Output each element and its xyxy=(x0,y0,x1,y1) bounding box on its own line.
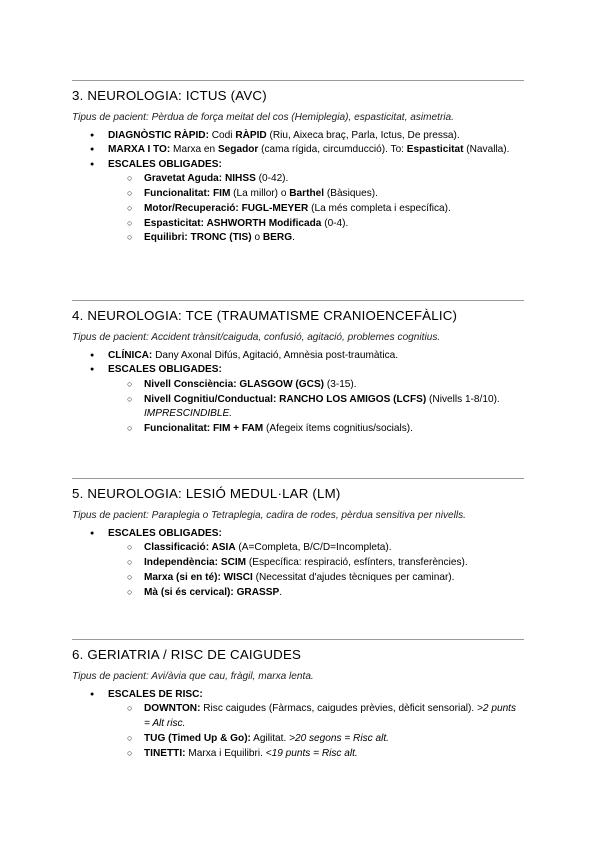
section-divider xyxy=(72,300,524,301)
section-divider xyxy=(72,639,524,640)
sub-list-item xyxy=(108,732,524,747)
patient-type: Tipus de pacient: Avi/àvia que cau, fràgil, marxa lenta. xyxy=(72,671,314,682)
text-run: Espasticitat: ASHWORTH Modificada xyxy=(144,217,322,229)
text-run: Funcionalitat: FIM xyxy=(144,188,231,200)
sub-list xyxy=(108,702,524,761)
text-run: Funcionalitat: FIM + FAM xyxy=(144,423,264,435)
text-run: Marxa i Equilibri. xyxy=(185,747,266,759)
text-run: <19 punts = Risc alt. xyxy=(265,747,358,759)
text-run: (A=Completa, B/C/D=Incompleta). xyxy=(235,542,392,554)
section-title: 3. NEUROLOGIA: ICTUS (AVC) xyxy=(72,88,267,103)
section-title: 5. NEUROLOGIA: LESIÓ MEDUL·LAR (LM) xyxy=(72,486,341,501)
section-title: 4. NEUROLOGIA: TCE (TRAUMATISME CRANIOENCEFÀLIC) xyxy=(72,308,458,323)
sub-list-item xyxy=(108,202,524,217)
section-divider xyxy=(72,80,524,81)
text-run: Nivell Consciència: GLASGOW (GCS) xyxy=(144,378,325,390)
text-run: ESCALES OBLIGADES: xyxy=(108,158,222,170)
section-title: 6. GERIATRIA / RISC DE CAIGUDES xyxy=(72,647,302,662)
text-run: . xyxy=(292,232,295,244)
item-list xyxy=(72,129,524,246)
text-run: Motor/Recuperació: FUGL-MEYER xyxy=(144,202,309,214)
text-run: Dany Axonal Difús, Agitació, Amnèsia post-traumàtica. xyxy=(152,350,399,361)
text-run: RÀPID xyxy=(235,130,267,141)
sub-list-item xyxy=(108,556,524,571)
text-run: TUG (Timed Up & Go): xyxy=(144,733,251,744)
text-run: ESCALES OBLIGADES: xyxy=(108,364,222,376)
text-run: MARXA I TO: xyxy=(108,144,171,156)
sub-list-item xyxy=(108,422,524,437)
text-run: BERG xyxy=(262,232,293,244)
text-run: . xyxy=(279,586,283,598)
text-run: o xyxy=(251,232,263,244)
text-run: Segador xyxy=(217,144,259,156)
sub-list-item xyxy=(108,702,524,732)
section-geriatria xyxy=(72,639,524,762)
list-item xyxy=(72,158,524,246)
sub-list-item xyxy=(108,172,524,187)
text-run: Codi xyxy=(208,130,236,141)
text-run: Classificació: ASIA xyxy=(144,542,236,554)
text-run: (Nivells 1-8/10). xyxy=(426,393,500,405)
text-run: ESCALES DE RISC: xyxy=(108,689,203,700)
text-run: DOWNTON: xyxy=(144,703,201,715)
text-run: (Bàsiques). xyxy=(324,188,378,200)
patient-type: Tipus de pacient: Accident trànsit/caiguda, confusió, agitació, problemes cognitius. xyxy=(72,332,441,343)
patient-type: Tipus de pacient: Pèrdua de força meitat del cos (Hemiplegia), espasticitat, asimetria. xyxy=(72,112,454,123)
section-lesio-medullar xyxy=(72,478,524,601)
list-item xyxy=(72,349,524,363)
sub-list-item xyxy=(108,217,524,232)
sub-list-item xyxy=(108,586,524,601)
text-run: (0-42). xyxy=(255,173,289,185)
sub-list xyxy=(108,172,524,246)
item-list xyxy=(72,527,524,601)
text-run: >2 punts = Alt risc. xyxy=(144,703,517,730)
list-item xyxy=(72,527,524,601)
text-run: (Necessitat d'ajudes tècniques per caminar). xyxy=(252,572,455,583)
text-run: Gravetat Aguda: NIHSS xyxy=(144,173,256,185)
text-run: TINETTI: xyxy=(144,747,186,759)
text-run: Nivell Cognitiu/Conductual: RANCHO LOS AMIGOS (LCFS) xyxy=(144,393,427,405)
text-run: Marxa (si en té): WISCI xyxy=(144,572,253,583)
section-ictus xyxy=(72,80,524,246)
sub-list-item xyxy=(108,541,524,556)
text-run: (cama rígida, circumducció). To: xyxy=(258,144,407,156)
text-run: (La més completa i específica). xyxy=(308,202,451,214)
text-run: Marxa en xyxy=(170,144,218,156)
text-run: Independència: SCIM xyxy=(144,557,247,569)
text-run: (3-15). xyxy=(324,378,357,390)
text-run: (Afegeix ítems cognitius/socials). xyxy=(263,423,413,435)
text-run: Espasticitat xyxy=(406,144,464,156)
text-run: (La millor) o xyxy=(230,188,290,200)
section-divider xyxy=(72,478,524,479)
section-tce xyxy=(72,300,524,437)
text-run: CLÍNICA: xyxy=(108,350,153,361)
text-run: Risc caigudes (Fàrmacs, caigudes prèvies, dèficit sensorial). xyxy=(200,703,478,715)
text-run: (0-4). xyxy=(321,217,349,229)
sub-list-item xyxy=(108,393,524,423)
text-run: Barthel xyxy=(289,188,325,200)
list-item xyxy=(72,143,524,157)
text-run: (Específica: respiració, esfínters, transferències). xyxy=(246,557,468,569)
text-run: Agilitat. xyxy=(250,733,290,744)
sub-list-item xyxy=(108,231,524,246)
text-run: (Riu, Aixeca braç, Parla, Ictus, De pressa). xyxy=(266,130,460,141)
text-run: (Navalla). xyxy=(463,144,510,156)
text-run: Equilibri: TRONC (TIS) xyxy=(144,232,252,244)
text-run: IMPRESCINDIBLE. xyxy=(144,408,233,420)
text-run: Mà (si és cervical): GRASSP xyxy=(144,586,280,598)
text-run: >20 segons = Risc alt. xyxy=(289,733,389,744)
sub-list xyxy=(108,378,524,437)
list-item xyxy=(72,688,524,762)
sub-list-item xyxy=(108,747,524,762)
sub-list-item xyxy=(108,187,524,202)
sub-list-item xyxy=(108,378,524,393)
text-run: ESCALES OBLIGADES: xyxy=(108,528,222,539)
item-list xyxy=(72,349,524,437)
patient-type: Tipus de pacient: Paraplegia o Tetraplegia, cadira de rodes, pèrdua sensitiva per nivells. xyxy=(72,510,466,521)
text-run: DIAGNÒSTIC RÀPID: xyxy=(108,130,209,141)
sub-list xyxy=(108,541,524,600)
item-list xyxy=(72,688,524,762)
list-item xyxy=(72,129,524,143)
list-item xyxy=(72,363,524,437)
sub-list-item xyxy=(108,571,524,586)
